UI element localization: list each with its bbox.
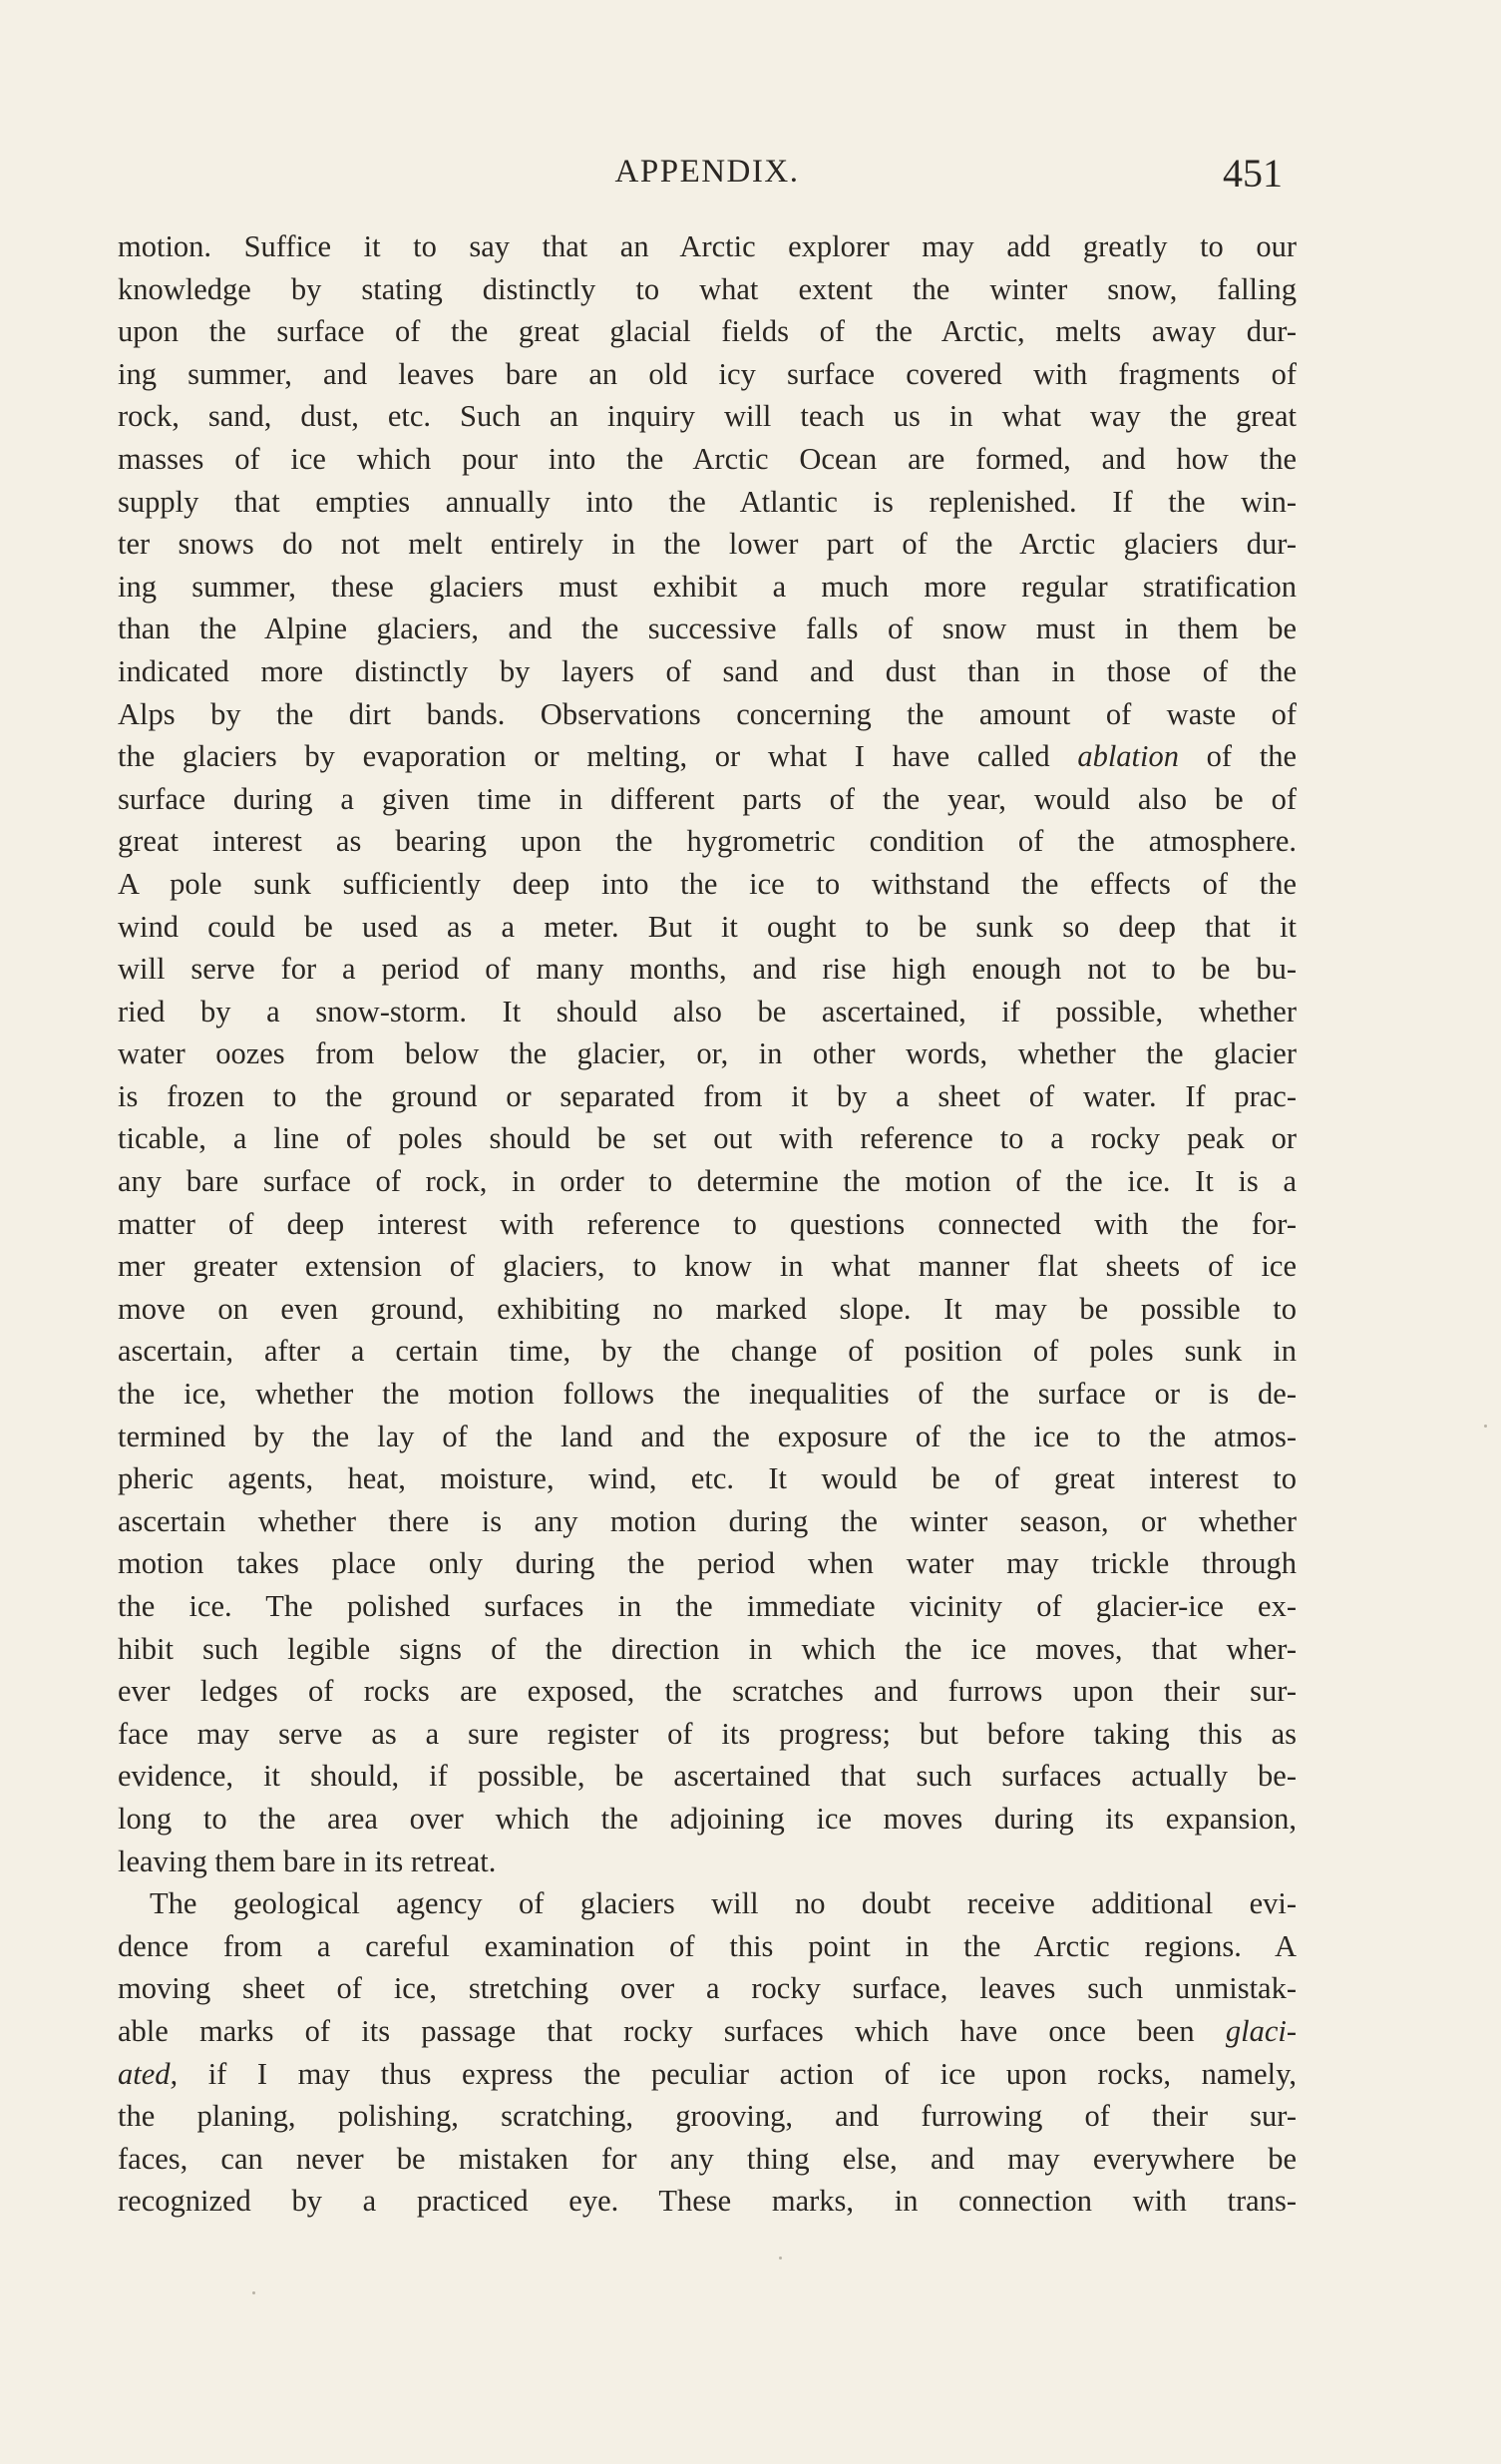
paper-speck xyxy=(779,2257,782,2259)
text-line: supply that empties annually into the Atlantic is replenished. If the win- xyxy=(118,484,1297,519)
running-title: APPENDIX. xyxy=(614,154,800,190)
running-header xyxy=(118,150,1297,200)
text-line: great interest as bearing upon the hygrometric condition of the atmosphere. xyxy=(118,824,1297,859)
text-line: any bare surface of rock, in order to determine the motion of the ice. It is a xyxy=(118,1164,1297,1199)
text-line: masses of ice which pour into the Arctic Ocean are formed, and how the xyxy=(118,441,1297,476)
text-line: ing summer, and leaves bare an old icy surface covered with fragments of xyxy=(118,356,1297,391)
text-line xyxy=(118,2010,1297,2053)
italic-term: ablation xyxy=(1077,739,1179,774)
text-line: faces, can never be mistaken for any thing else, and may everywhere be xyxy=(118,2141,1297,2176)
text-line xyxy=(118,2053,1297,2096)
text-line: move on even ground, exhibiting no marked slope. It may be possible to xyxy=(118,1291,1297,1326)
text-line: termined by the lay of the land and the exposure of the ice to the atmos- xyxy=(118,1419,1297,1453)
text-line: the ice, whether the motion follows the inequalities of the surface or is de- xyxy=(118,1377,1297,1412)
text-line xyxy=(118,735,1297,778)
page-number: 451 xyxy=(1223,151,1283,196)
text-line: the ice. The polished surfaces in the immediate vicinity of glacier-ice ex- xyxy=(118,1589,1297,1623)
text-segment: if I may thus express the peculiar action of ice upon rocks, namely, xyxy=(178,2056,1297,2091)
text-line: ascertain whether there is any motion during the winter season, or whether xyxy=(118,1503,1297,1538)
text-line: pheric agents, heat, moisture, wind, etc. It would be of great interest to xyxy=(118,1461,1297,1496)
text-line: dence from a careful examination of this point in the Arctic regions. A xyxy=(118,1928,1297,1963)
text-line: mer greater extension of glaciers, to know in what manner flat sheets of ice xyxy=(118,1249,1297,1284)
text-line: The geological agency of glaciers will no doubt receive additional evi- xyxy=(150,1886,1297,1921)
text-line: ter snows do not melt entirely in the lower part of the Arctic glaciers dur- xyxy=(118,527,1297,562)
text-line: ever ledges of rocks are exposed, the scratches and furrows upon their sur- xyxy=(118,1674,1297,1709)
text-line: ticable, a line of poles should be set out with reference to a rocky peak or xyxy=(118,1121,1297,1156)
text-line: Alps by the dirt bands. Observations concerning the amount of waste of xyxy=(118,696,1297,731)
text-line: ing summer, these glaciers must exhibit a much more regular stratification xyxy=(118,569,1297,604)
text-line: long to the area over which the adjoining ice moves during its expansion, xyxy=(118,1801,1297,1836)
text-line: than the Alpine glaciers, and the successive falls of snow must in them be xyxy=(118,612,1297,646)
text-line: A pole sunk sufficiently deep into the ice to withstand the effects of the xyxy=(118,866,1297,901)
text-line: rock, sand, dust, etc. Such an inquiry will teach us in what way the great xyxy=(118,399,1297,434)
italic-term: ated, xyxy=(118,2056,179,2091)
text-line: water oozes from below the glacier, or, in other words, whether the glacier xyxy=(118,1036,1297,1071)
text-line: is frozen to the ground or separated from it by a sheet of water. If prac- xyxy=(118,1078,1297,1113)
text-line: moving sheet of ice, stretching over a rocky surface, leaves such unmistak- xyxy=(118,1971,1297,2006)
body-text xyxy=(118,225,1297,2223)
italic-term: glaci- xyxy=(1225,2013,1297,2048)
text-line: hibit such legible signs of the direction in which the ice moves, that wher- xyxy=(118,1631,1297,1666)
text-line: leaving them bare in its retreat. xyxy=(118,1844,497,1878)
text-line: face may serve as a sure register of its progress; but before taking this as xyxy=(118,1716,1297,1751)
text-line: wind could be used as a meter. But it ought to be sunk so deep that it xyxy=(118,909,1297,944)
text-line: surface during a given time in different parts of the year, would also be of xyxy=(118,781,1297,816)
text-line: knowledge by stating distinctly to what extent the winter snow, falling xyxy=(118,271,1297,306)
text-line: the planing, polishing, scratching, grooving, and furrowing of their sur- xyxy=(118,2099,1297,2134)
text-line: matter of deep interest with reference to questions connected with the for- xyxy=(118,1206,1297,1241)
text-line: motion takes place only during the period when water may trickle through xyxy=(118,1546,1297,1581)
text-line: will serve for a period of many months, and rise high enough not to be bu- xyxy=(118,952,1297,987)
text-line: recognized by a practiced eye. These marks, in connection with trans- xyxy=(118,2184,1297,2219)
text-line: motion. Suffice it to say that an Arctic explorer may add greatly to our xyxy=(118,229,1297,263)
text-line: indicated more distinctly by layers of sand and dust than in those of the xyxy=(118,653,1297,688)
text-line: ascertain, after a certain time, by the change of position of poles sunk in xyxy=(118,1334,1297,1369)
text-segment: able marks of its passage that rocky surfaces which have once been xyxy=(118,2013,1226,2048)
text-line: upon the surface of the great glacial fields of the Arctic, melts away dur- xyxy=(118,314,1297,349)
text-line: ried by a snow-storm. It should also be ascertained, if possible, whether xyxy=(118,994,1297,1028)
paper-speck xyxy=(252,2291,255,2294)
text-line: evidence, it should, if possible, be ascertained that such surfaces actually be- xyxy=(118,1759,1297,1794)
paper-speck xyxy=(1484,1425,1487,1428)
text-segment: the glaciers by evaporation or melting, or what I have called xyxy=(118,739,1078,774)
text-segment: of the xyxy=(1179,739,1297,774)
